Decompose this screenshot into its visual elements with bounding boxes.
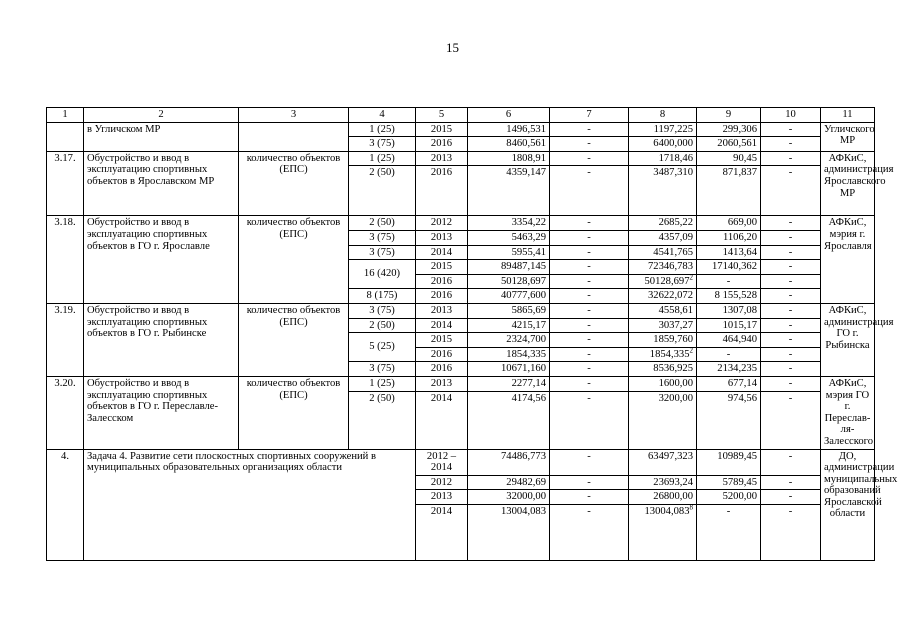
header-cell: 5 bbox=[416, 108, 468, 123]
total-amount: 50128,697 bbox=[468, 274, 550, 289]
total-amount: 29482,69 bbox=[468, 475, 550, 490]
total-amount: 8460,561 bbox=[468, 137, 550, 152]
regional-amount: 1859,760 bbox=[629, 333, 697, 348]
regional-amount: 63497,323 bbox=[629, 449, 697, 475]
header-cell: 8 bbox=[629, 108, 697, 123]
regional-amount bbox=[629, 347, 697, 362]
indicator-unit: количество объектов (ЕПС) bbox=[239, 376, 349, 449]
executor: АФКиС, мэрия ГО г. Переслав-ля-Залесского bbox=[821, 376, 875, 449]
federal-amount: - bbox=[550, 333, 629, 348]
header-cell: 1 bbox=[47, 108, 84, 123]
regional-amount-value: 1854,335 bbox=[649, 348, 690, 360]
local-amount: 90,45 bbox=[697, 151, 761, 166]
executor: Угличского МР bbox=[821, 122, 875, 151]
table-row bbox=[47, 303, 875, 318]
header-row bbox=[47, 108, 875, 123]
header-cell: 6 bbox=[468, 108, 550, 123]
executor: ДО, администрации муниципальных образований Ярославской области bbox=[821, 449, 875, 560]
footnote-mark: 8 bbox=[689, 503, 693, 512]
row-number bbox=[47, 122, 84, 151]
local-amount: 8 155,528 bbox=[697, 289, 761, 304]
year: 2015 bbox=[416, 122, 468, 137]
table-row bbox=[47, 449, 875, 475]
total-amount: 3354,22 bbox=[468, 216, 550, 231]
local-amount: 2060,561 bbox=[697, 137, 761, 152]
header-cell: 3 bbox=[239, 108, 349, 123]
total-amount: 1854,335 bbox=[468, 347, 550, 362]
regional-amount bbox=[629, 504, 697, 560]
federal-amount: - bbox=[550, 274, 629, 289]
table-row bbox=[47, 376, 875, 391]
table-row bbox=[47, 122, 875, 137]
total-amount: 5463,29 bbox=[468, 230, 550, 245]
year: 2014 bbox=[416, 245, 468, 260]
measure-name: Обустройство и ввод в эксплуатацию спортивных объектов в ГО г. Ярославле bbox=[84, 216, 239, 304]
total-amount: 2277,14 bbox=[468, 376, 550, 391]
indicator-unit: количество объектов (ЕПС) bbox=[239, 151, 349, 216]
year: 2013 bbox=[416, 376, 468, 391]
other-amount: - bbox=[761, 122, 821, 137]
other-amount: - bbox=[761, 504, 821, 560]
other-amount: - bbox=[761, 274, 821, 289]
regional-amount: 6400,000 bbox=[629, 137, 697, 152]
federal-amount: - bbox=[550, 245, 629, 260]
local-amount: 669,00 bbox=[697, 216, 761, 231]
year: 2014 bbox=[416, 391, 468, 449]
regional-amount: 32622,072 bbox=[629, 289, 697, 304]
measure-name: Обустройство и ввод в эксплуатацию спортивных объектов в Ярославском МР bbox=[84, 151, 239, 216]
header-cell: 11 bbox=[821, 108, 875, 123]
year: 2016 bbox=[416, 166, 468, 216]
header-cell: 10 bbox=[761, 108, 821, 123]
regional-amount: 3037,27 bbox=[629, 318, 697, 333]
total-amount: 1496,531 bbox=[468, 122, 550, 137]
federal-amount: - bbox=[550, 347, 629, 362]
other-amount: - bbox=[761, 303, 821, 318]
indicator-value: 5 (25) bbox=[349, 333, 416, 362]
local-amount: 1413,64 bbox=[697, 245, 761, 260]
indicator-value: 2 (50) bbox=[349, 216, 416, 231]
row-number: 3.18. bbox=[47, 216, 84, 304]
indicator-value: 3 (75) bbox=[349, 230, 416, 245]
federal-amount: - bbox=[550, 216, 629, 231]
other-amount: - bbox=[761, 289, 821, 304]
row-number: 3.17. bbox=[47, 151, 84, 216]
total-amount: 40777,600 bbox=[468, 289, 550, 304]
indicator-unit bbox=[239, 122, 349, 151]
indicator-value: 2 (50) bbox=[349, 166, 416, 216]
federal-amount: - bbox=[550, 260, 629, 275]
local-amount: 5789,45 bbox=[697, 475, 761, 490]
footnote-mark: 2 bbox=[689, 346, 693, 355]
year: 2016 bbox=[416, 137, 468, 152]
other-amount: - bbox=[761, 260, 821, 275]
local-amount: - bbox=[697, 504, 761, 560]
other-amount: - bbox=[761, 230, 821, 245]
regional-amount: 1197,225 bbox=[629, 122, 697, 137]
local-amount: 871,837 bbox=[697, 166, 761, 216]
federal-amount: - bbox=[550, 449, 629, 475]
table-row bbox=[47, 151, 875, 166]
year: 2013 bbox=[416, 490, 468, 505]
total-amount: 2324,700 bbox=[468, 333, 550, 348]
federal-amount: - bbox=[550, 391, 629, 449]
local-amount: - bbox=[697, 274, 761, 289]
federal-amount: - bbox=[550, 303, 629, 318]
local-amount: 5200,00 bbox=[697, 490, 761, 505]
total-amount: 89487,145 bbox=[468, 260, 550, 275]
header-cell: 9 bbox=[697, 108, 761, 123]
regional-amount: 3487,310 bbox=[629, 166, 697, 216]
indicator-value: 3 (75) bbox=[349, 137, 416, 152]
year: 2013 bbox=[416, 230, 468, 245]
program-table bbox=[46, 107, 898, 561]
regional-amount: 1718,46 bbox=[629, 151, 697, 166]
local-amount: 974,56 bbox=[697, 391, 761, 449]
federal-amount: - bbox=[550, 151, 629, 166]
local-amount: 1106,20 bbox=[697, 230, 761, 245]
local-amount: 1015,17 bbox=[697, 318, 761, 333]
other-amount: - bbox=[761, 449, 821, 475]
other-amount: - bbox=[761, 137, 821, 152]
regional-amount: 3200,00 bbox=[629, 391, 697, 449]
regional-amount-value: 13004,083 bbox=[644, 505, 690, 517]
measure-name: Обустройство и ввод в эксплуатацию спортивных объектов в ГО г. Переславле-Залесском bbox=[84, 376, 239, 449]
measure-name: в Угличском МР bbox=[84, 122, 239, 151]
federal-amount: - bbox=[550, 504, 629, 560]
indicator-value: 3 (75) bbox=[349, 303, 416, 318]
year: 2016 bbox=[416, 274, 468, 289]
total-amount: 1808,91 bbox=[468, 151, 550, 166]
total-amount: 10671,160 bbox=[468, 362, 550, 377]
footnote-mark: 2 bbox=[689, 273, 693, 282]
regional-amount: 8536,925 bbox=[629, 362, 697, 377]
indicator-value: 3 (75) bbox=[349, 245, 416, 260]
indicator-value: 8 (175) bbox=[349, 289, 416, 304]
year: 2016 bbox=[416, 289, 468, 304]
other-amount: - bbox=[761, 245, 821, 260]
regional-amount: 2685,22 bbox=[629, 216, 697, 231]
regional-amount-value: 50128,697 bbox=[644, 275, 690, 287]
local-amount: 1307,08 bbox=[697, 303, 761, 318]
year: 2016 bbox=[416, 362, 468, 377]
local-amount: 10989,45 bbox=[697, 449, 761, 475]
total-amount: 4215,17 bbox=[468, 318, 550, 333]
local-amount: 677,14 bbox=[697, 376, 761, 391]
regional-amount: 4541,765 bbox=[629, 245, 697, 260]
indicator-value: 1 (25) bbox=[349, 151, 416, 166]
local-amount: 299,306 bbox=[697, 122, 761, 137]
year: 2013 bbox=[416, 151, 468, 166]
year: 2013 bbox=[416, 303, 468, 318]
indicator-value: 2 (50) bbox=[349, 391, 416, 449]
indicator-unit: количество объектов (ЕПС) bbox=[239, 216, 349, 304]
indicator-value: 1 (25) bbox=[349, 376, 416, 391]
regional-amount: 72346,783 bbox=[629, 260, 697, 275]
other-amount: - bbox=[761, 362, 821, 377]
table-row bbox=[47, 216, 875, 231]
other-amount: - bbox=[761, 391, 821, 449]
federal-amount: - bbox=[550, 122, 629, 137]
other-amount: - bbox=[761, 333, 821, 348]
federal-amount: - bbox=[550, 230, 629, 245]
other-amount: - bbox=[761, 376, 821, 391]
local-amount: - bbox=[697, 347, 761, 362]
year: 2014 bbox=[416, 504, 468, 560]
regional-amount: 4558,61 bbox=[629, 303, 697, 318]
header-cell: 2 bbox=[84, 108, 239, 123]
regional-amount: 23693,24 bbox=[629, 475, 697, 490]
other-amount: - bbox=[761, 490, 821, 505]
total-amount: 4359,147 bbox=[468, 166, 550, 216]
federal-amount: - bbox=[550, 289, 629, 304]
executor: АФКиС, администрация Ярославского МР bbox=[821, 151, 875, 216]
measure-name: Обустройство и ввод в эксплуатацию спортивных объектов в ГО г. Рыбинске bbox=[84, 303, 239, 376]
executor: АФКиС, администрация ГО г. Рыбинска bbox=[821, 303, 875, 376]
year: 2015 bbox=[416, 260, 468, 275]
year: 2012 bbox=[416, 475, 468, 490]
federal-amount: - bbox=[550, 362, 629, 377]
regional-amount: 1600,00 bbox=[629, 376, 697, 391]
row-number: 3.19. bbox=[47, 303, 84, 376]
other-amount: - bbox=[761, 166, 821, 216]
local-amount: 17140,362 bbox=[697, 260, 761, 275]
other-amount: - bbox=[761, 475, 821, 490]
year: 2012 – 2014 bbox=[416, 449, 468, 475]
federal-amount: - bbox=[550, 166, 629, 216]
page-number: 15 bbox=[446, 40, 459, 55]
regional-amount bbox=[629, 274, 697, 289]
local-amount: 2134,235 bbox=[697, 362, 761, 377]
executor: АФКиС, мэрия г. Ярославля bbox=[821, 216, 875, 304]
federal-amount: - bbox=[550, 475, 629, 490]
local-amount: 464,940 bbox=[697, 333, 761, 348]
indicator-value: 16 (420) bbox=[349, 260, 416, 289]
federal-amount: - bbox=[550, 318, 629, 333]
indicator-value: 2 (50) bbox=[349, 318, 416, 333]
year: 2014 bbox=[416, 318, 468, 333]
total-amount: 13004,083 bbox=[468, 504, 550, 560]
total-amount: 74486,773 bbox=[468, 449, 550, 475]
total-amount: 5865,69 bbox=[468, 303, 550, 318]
other-amount: - bbox=[761, 347, 821, 362]
header-cell: 4 bbox=[349, 108, 416, 123]
total-amount: 5955,41 bbox=[468, 245, 550, 260]
row-number: 3.20. bbox=[47, 376, 84, 449]
regional-amount: 4357,09 bbox=[629, 230, 697, 245]
year: 2015 bbox=[416, 333, 468, 348]
federal-amount: - bbox=[550, 137, 629, 152]
header-cell: 7 bbox=[550, 108, 629, 123]
total-amount: 4174,56 bbox=[468, 391, 550, 449]
indicator-value: 3 (75) bbox=[349, 362, 416, 377]
indicator-value: 1 (25) bbox=[349, 122, 416, 137]
federal-amount: - bbox=[550, 490, 629, 505]
other-amount: - bbox=[761, 318, 821, 333]
row-number: 4. bbox=[47, 449, 84, 560]
regional-amount: 26800,00 bbox=[629, 490, 697, 505]
year: 2016 bbox=[416, 347, 468, 362]
indicator-unit: количество объектов (ЕПС) bbox=[239, 303, 349, 376]
other-amount: - bbox=[761, 151, 821, 166]
other-amount: - bbox=[761, 216, 821, 231]
total-amount: 32000,00 bbox=[468, 490, 550, 505]
federal-amount: - bbox=[550, 376, 629, 391]
task-name: Задача 4. Развитие сети плоскостных спортивных сооружений в муниципальных образовательных организациях области bbox=[84, 449, 416, 560]
year: 2012 bbox=[416, 216, 468, 231]
